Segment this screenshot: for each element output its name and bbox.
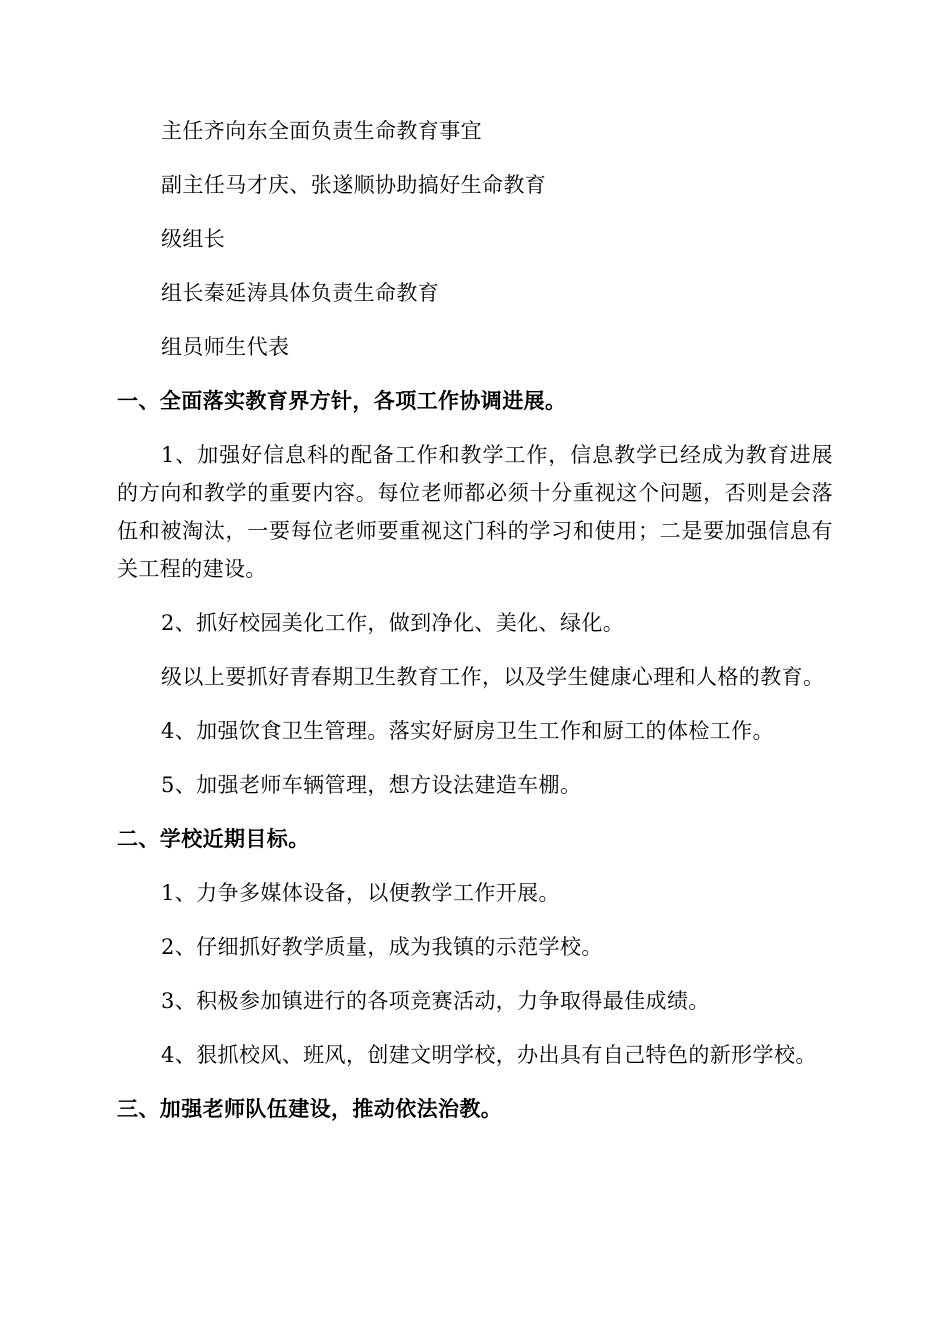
paragraph-deputy-director: 副主任马才庆、张遂顺协助搞好生命教育 [161,173,547,197]
paragraph-team-leader: 组长秦延涛具体负责生命教育 [161,281,440,305]
paragraph-item-1-2: 2、抓好校园美化工作，做到净化、美化、绿化。 [161,611,625,635]
paragraph-item-2-2: 2、仔细抓好教学质量，成为我镇的示范学校。 [161,935,603,959]
section-heading-2: 二、学校近期目标。 [117,826,310,851]
paragraph-item-2-1: 1、力争多媒体设备，以便教学工作开展。 [161,881,560,905]
section-heading-1: 一、全面落实教育界方针，各项工作协调进展。 [117,388,567,413]
paragraph-item-2-4: 4、狠抓校风、班风，创建文明学校，办出具有自己特色的新形学校。 [161,1043,817,1067]
paragraph-item-1-5: 5、加强老师车辆管理，想方设法建造车棚。 [161,773,582,797]
paragraph-item-1-4: 4、加强饮食卫生管理。落实好厨房卫生工作和厨工的体检工作。 [161,719,774,743]
paragraph-grade-leader: 级组长 [161,227,226,251]
paragraph-team-members: 组员师生代表 [161,335,290,359]
document-body [117,112,833,1144]
paragraph-item-1-3: 级以上要抓好青春期卫生教育工作，以及学生健康心理和人格的教育。 [161,665,825,689]
paragraph-director: 主任齐向东全面负责生命教育事宜 [161,119,482,143]
paragraph-item-2-3: 3、积极参加镇进行的各项竞赛活动，力争取得最佳成绩。 [161,989,710,1013]
section-heading-3: 三、加强老师队伍建设，推动依法治教。 [117,1096,503,1121]
paragraph-item-1-1: 1、加强好信息科的配备工作和教学工作，信息教学已经成为教育进展的方向和教学的重要内容。每位老师都必须十分重视这个问题，否则是会落伍和被淘汰，一要每位老师要重视这门科的学习和使用；二是要加强信息有关工程的建设。 [117,443,833,581]
